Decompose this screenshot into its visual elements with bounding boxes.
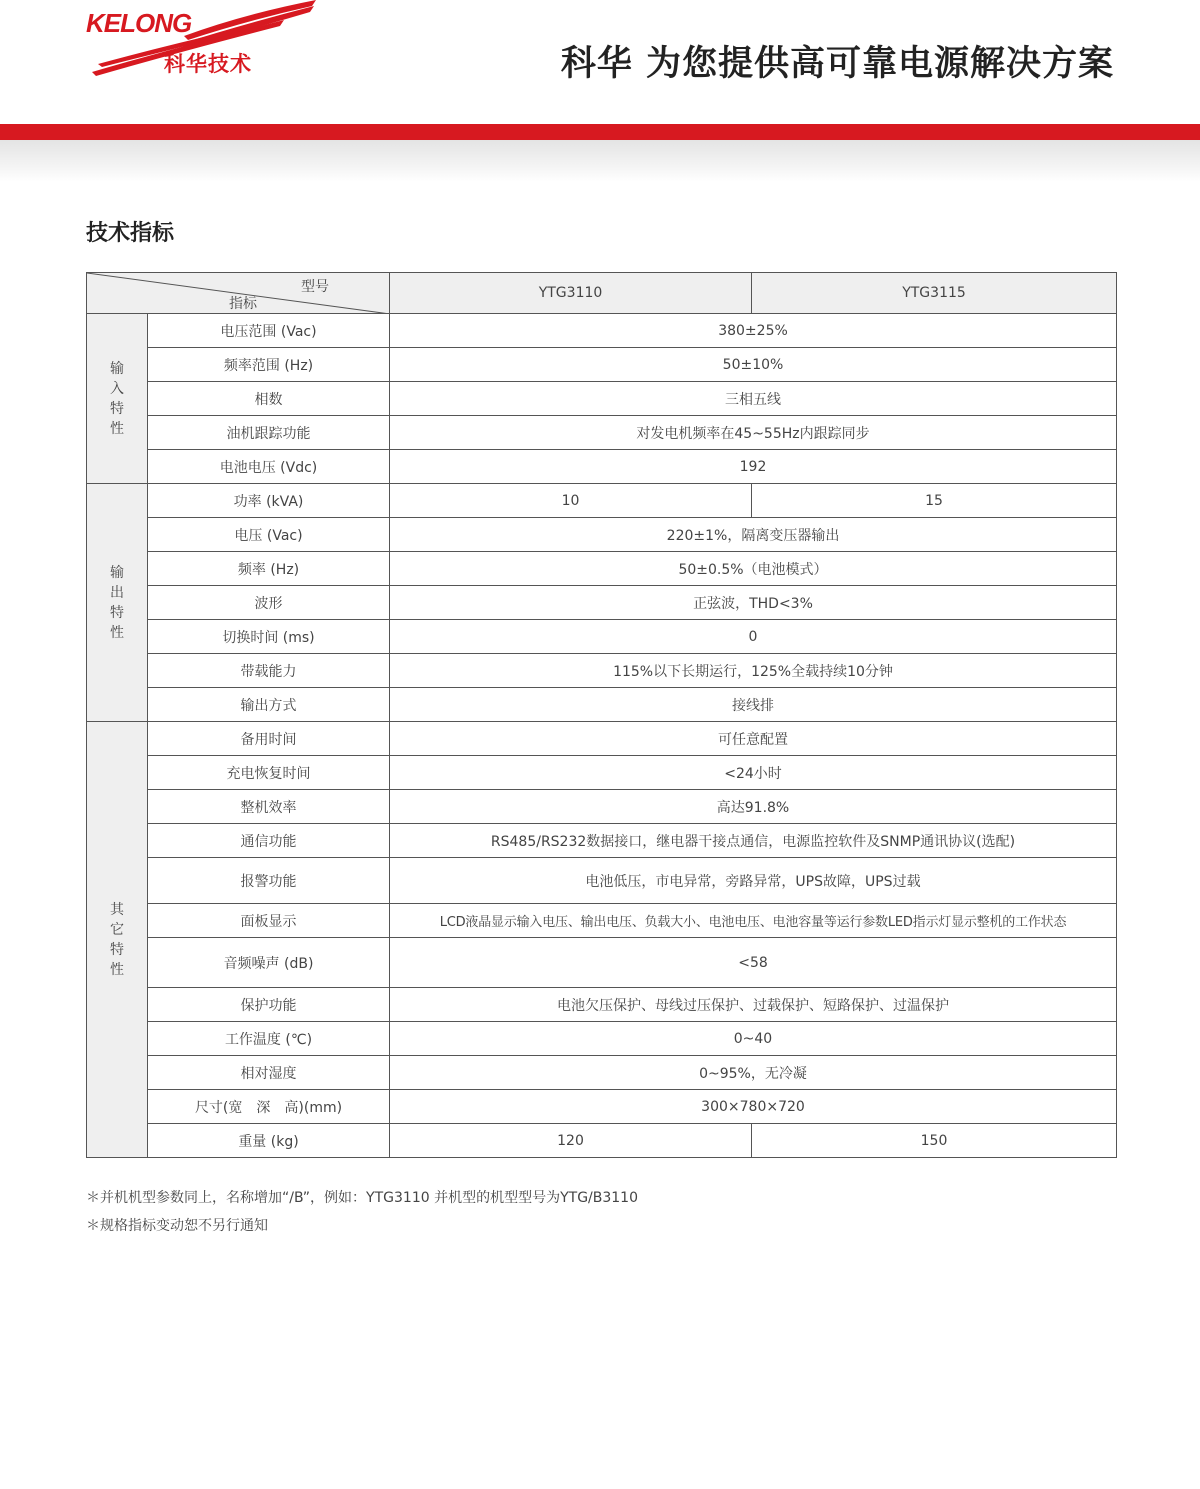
spec-value-cell: 15 bbox=[752, 484, 1117, 518]
group-label-cell bbox=[87, 314, 148, 484]
spec-value-cell: 115%以下长期运行，125%全载持续10分钟 bbox=[390, 654, 1117, 688]
spec-value-cell: 192 bbox=[390, 450, 1117, 484]
spec-name-cell: 带载能力 bbox=[148, 654, 390, 688]
spec-value-cell: 150 bbox=[752, 1124, 1117, 1158]
table-row bbox=[87, 552, 1117, 586]
spec-value-cell: <24小时 bbox=[390, 756, 1117, 790]
page-header bbox=[0, 0, 1200, 124]
spec-name-cell: 充电恢复时间 bbox=[148, 756, 390, 790]
spec-name-cell: 重量 (kg) bbox=[148, 1124, 390, 1158]
table-row bbox=[87, 348, 1117, 382]
spec-value-cell: RS485/RS232数据接口，继电器干接点通信，电源监控软件及SNMP通讯协议(选配) bbox=[390, 824, 1117, 858]
spec-value-cell: 10 bbox=[390, 484, 752, 518]
table-row bbox=[87, 858, 1117, 904]
spec-name-cell: 尺寸(宽 深 高)(mm) bbox=[148, 1090, 390, 1124]
spec-value-cell: 电池低压，市电异常，旁路异常，UPS故障，UPS过载 bbox=[390, 858, 1117, 904]
spec-name-cell: 保护功能 bbox=[148, 988, 390, 1022]
spec-name-cell: 频率 (Hz) bbox=[148, 552, 390, 586]
spec-value-cell: 正弦波，THD<3% bbox=[390, 586, 1117, 620]
kelong-logo bbox=[84, 0, 324, 82]
table-row bbox=[87, 756, 1117, 790]
table-row bbox=[87, 382, 1117, 416]
spec-name-cell: 通信功能 bbox=[148, 824, 390, 858]
footnote-item: ＊并机机型参数同上，名称增加“/B”，例如：YTG3110 并机型的机型型号为YTG/B3110 bbox=[86, 1190, 638, 1206]
table-row bbox=[87, 1124, 1117, 1158]
header-red-bar bbox=[0, 124, 1200, 140]
spec-table bbox=[86, 272, 1117, 1158]
table-row bbox=[87, 450, 1117, 484]
header-slogan: 科华 为您提供高可靠电源解决方案 bbox=[560, 44, 1114, 84]
group-label: 输出特性 bbox=[110, 564, 124, 641]
section-title: 技术指标 bbox=[86, 221, 175, 246]
spec-value-cell: 220±1%，隔离变压器输出 bbox=[390, 518, 1117, 552]
spec-name-cell: 输出方式 bbox=[148, 688, 390, 722]
table-row bbox=[87, 790, 1117, 824]
spec-name-cell: 电压 (Vac) bbox=[148, 518, 390, 552]
spec-name-cell: 频率范围 (Hz) bbox=[148, 348, 390, 382]
footnote-item: ＊规格指标变动恕不另行通知 bbox=[86, 1218, 268, 1234]
group-label-cell bbox=[87, 722, 148, 1158]
header-gray-band bbox=[0, 140, 1200, 182]
spec-name-cell: 相数 bbox=[148, 382, 390, 416]
footnotes bbox=[86, 1184, 638, 1240]
spec-value-cell: 50±10% bbox=[390, 348, 1117, 382]
table-row bbox=[87, 484, 1117, 518]
spec-value-cell: 0~40 bbox=[390, 1022, 1117, 1056]
table-row bbox=[87, 1090, 1117, 1124]
spec-name-cell: 切换时间 (ms) bbox=[148, 620, 390, 654]
spec-name-cell: 功率 (kVA) bbox=[148, 484, 390, 518]
model-header-2: YTG3115 bbox=[752, 273, 1117, 314]
table-row bbox=[87, 722, 1117, 756]
spec-name-cell: 音频噪声 (dB) bbox=[148, 938, 390, 988]
table-row bbox=[87, 988, 1117, 1022]
spec-value-cell: 300×780×720 bbox=[390, 1090, 1117, 1124]
spec-name-cell: 相对湿度 bbox=[148, 1056, 390, 1090]
corner-header-cell bbox=[87, 273, 390, 314]
group-label: 其它特性 bbox=[110, 901, 124, 978]
table-header-row bbox=[87, 273, 1117, 314]
spec-value-cell: 对发电机频率在45~55Hz内跟踪同步 bbox=[390, 416, 1117, 450]
table-row bbox=[87, 518, 1117, 552]
table-row bbox=[87, 654, 1117, 688]
spec-value-cell: 0 bbox=[390, 620, 1117, 654]
spec-value-cell: 380±25% bbox=[390, 314, 1117, 348]
spec-value-cell: 0~95%，无冷凝 bbox=[390, 1056, 1117, 1090]
group-label-cell bbox=[87, 484, 148, 722]
table-row bbox=[87, 620, 1117, 654]
spec-name-cell: 报警功能 bbox=[148, 858, 390, 904]
table-row bbox=[87, 904, 1117, 938]
spec-name-cell: 电压范围 (Vac) bbox=[148, 314, 390, 348]
corner-label-index: 指标 bbox=[229, 296, 257, 312]
spec-value-cell: 120 bbox=[390, 1124, 752, 1158]
spec-value-cell: 高达91.8% bbox=[390, 790, 1117, 824]
spec-value-cell: <58 bbox=[390, 938, 1117, 988]
corner-label-model: 型号 bbox=[301, 279, 329, 295]
spec-value-cell: 50±0.5%（电池模式） bbox=[390, 552, 1117, 586]
table-row bbox=[87, 586, 1117, 620]
logo-english: KELONG bbox=[86, 8, 192, 38]
table-row bbox=[87, 416, 1117, 450]
spec-name-cell: 备用时间 bbox=[148, 722, 390, 756]
table-row bbox=[87, 938, 1117, 988]
spec-value-cell: LCD液晶显示输入电压、输出电压、负载大小、电池电压、电池容量等运行参数LED指示灯显示整机的工作状态 bbox=[390, 904, 1117, 938]
spec-name-cell: 油机跟踪功能 bbox=[148, 416, 390, 450]
spec-table-body bbox=[87, 273, 1117, 1158]
logo-chinese: 科华技术 bbox=[164, 52, 252, 76]
group-label: 输入特性 bbox=[110, 360, 124, 437]
spec-name-cell: 整机效率 bbox=[148, 790, 390, 824]
spec-value-cell: 电池欠压保护、母线过压保护、过载保护、短路保护、过温保护 bbox=[390, 988, 1117, 1022]
spec-name-cell: 工作温度 (℃) bbox=[148, 1022, 390, 1056]
model-header-1: YTG3110 bbox=[390, 273, 752, 314]
table-row bbox=[87, 1022, 1117, 1056]
table-row bbox=[87, 688, 1117, 722]
spec-name-cell: 面板显示 bbox=[148, 904, 390, 938]
spec-name-cell: 电池电压 (Vdc) bbox=[148, 450, 390, 484]
spec-value-cell: 三相五线 bbox=[390, 382, 1117, 416]
table-row bbox=[87, 824, 1117, 858]
spec-value-cell: 接线排 bbox=[390, 688, 1117, 722]
spec-value-cell: 可任意配置 bbox=[390, 722, 1117, 756]
spec-name-cell: 波形 bbox=[148, 586, 390, 620]
table-row bbox=[87, 1056, 1117, 1090]
table-row bbox=[87, 314, 1117, 348]
